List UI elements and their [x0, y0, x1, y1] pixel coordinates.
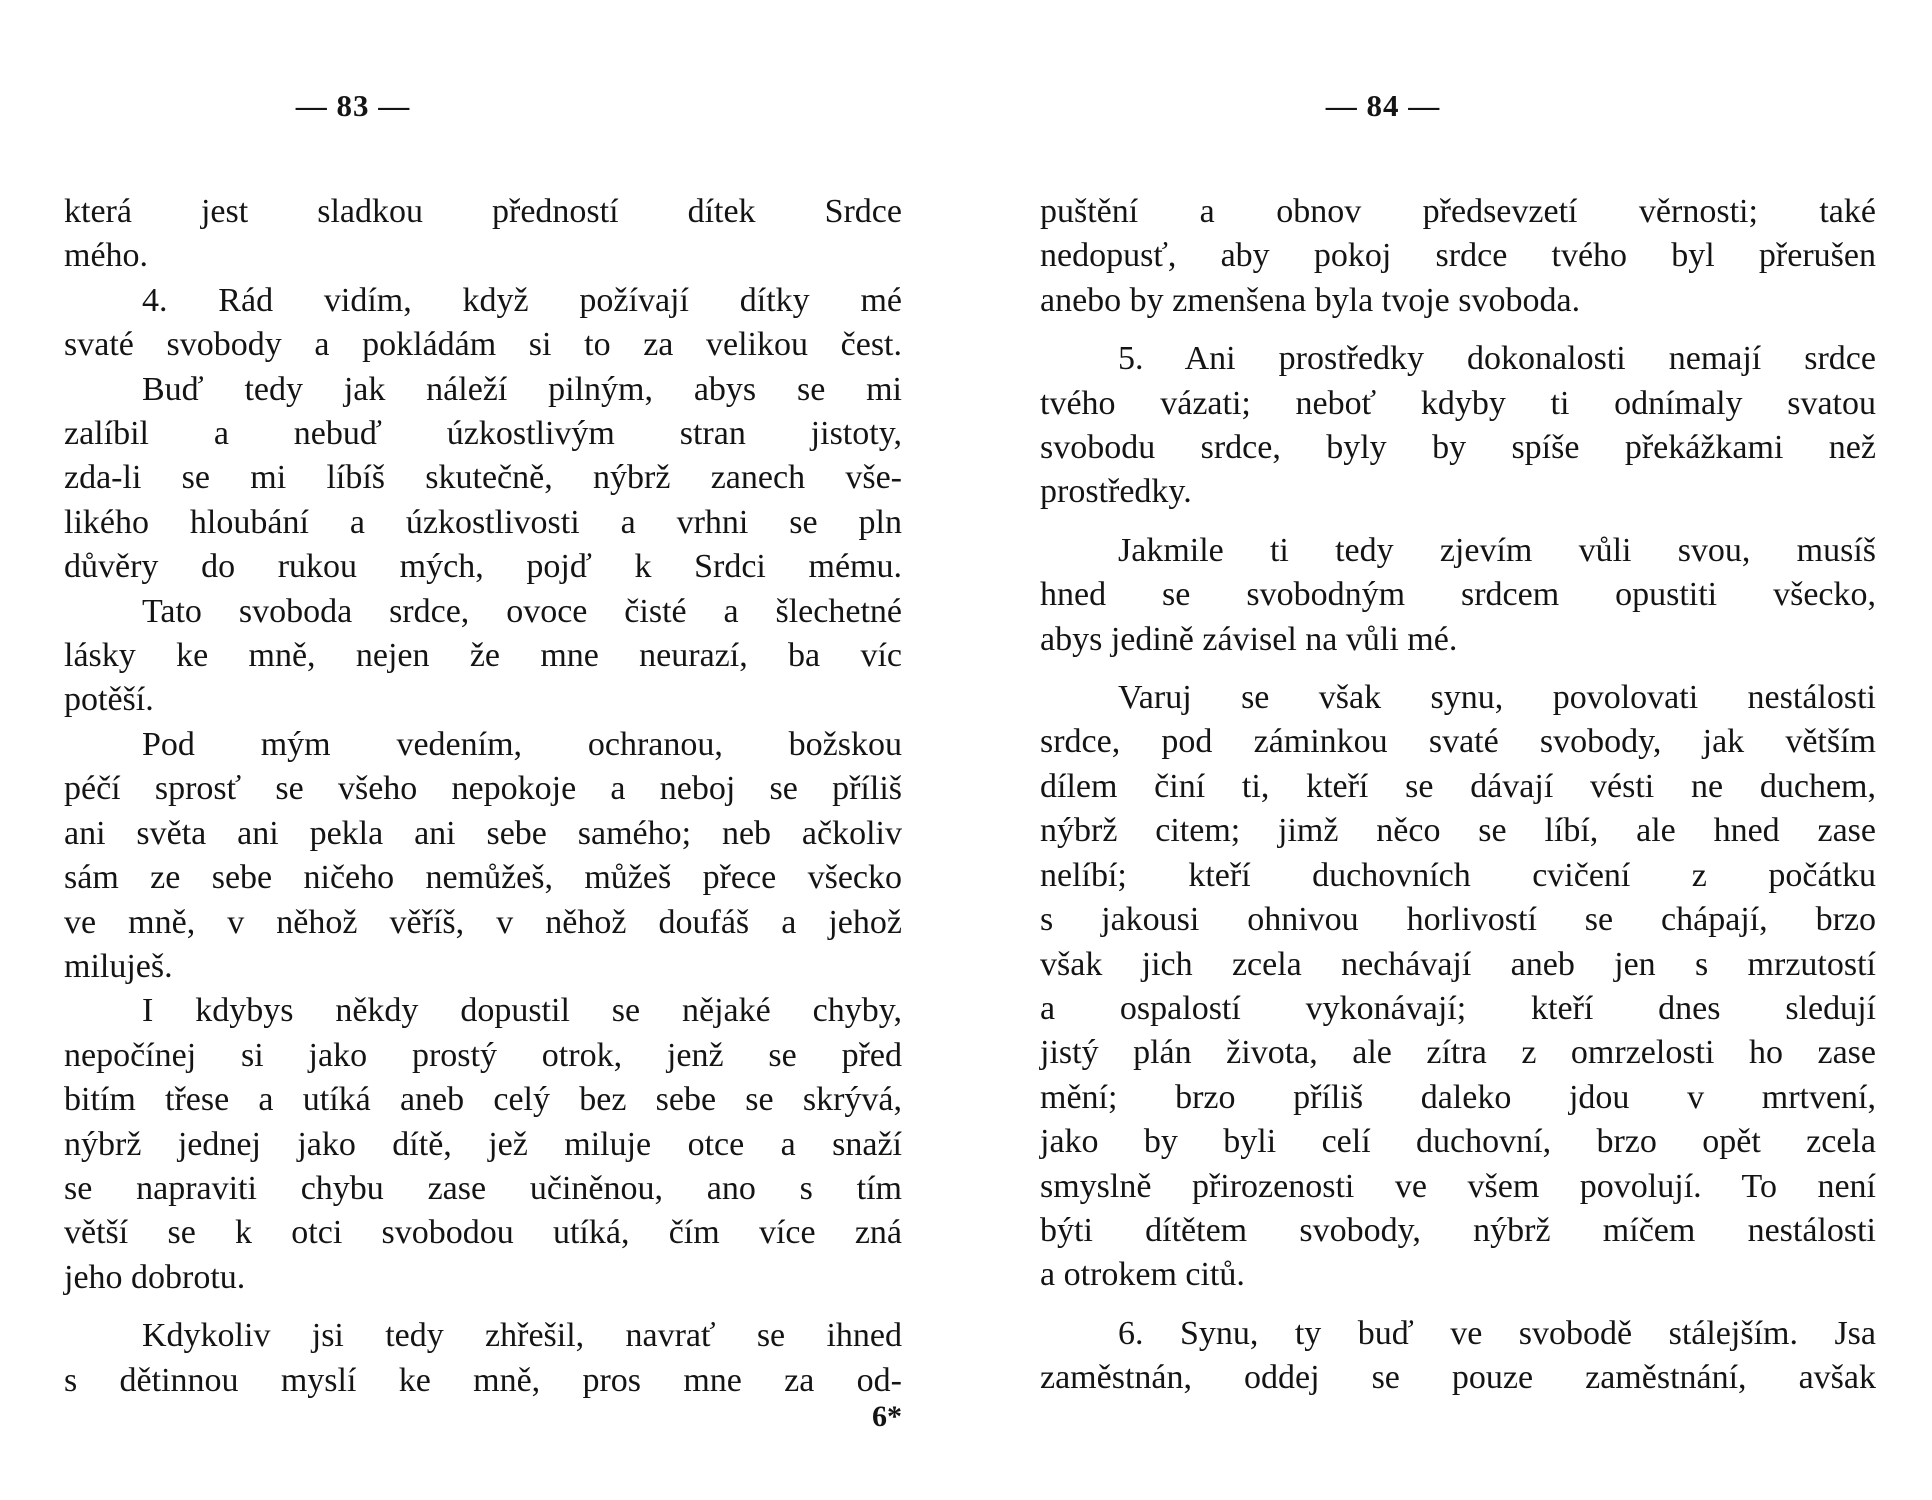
- text-line: a ospalostí vykonávají; kteří dnes sledují: [1040, 989, 1876, 1027]
- text-line: hned se svobodným srdcem opustiti všecko,: [1040, 576, 1876, 614]
- text-line: Buď tedy jak náleží pilným, abys se mi: [142, 370, 902, 408]
- text-line: miluješ.: [64, 947, 173, 985]
- text-line: Kdykoliv jsi tedy zhřešil, navrať se ihned: [142, 1317, 902, 1355]
- text-line: nýbrž citem; jimž něco se líbí, ale hned zase: [1040, 812, 1876, 850]
- text-line: ani světa ani pekla ani sebe samého; neb ačkoliv: [64, 814, 902, 852]
- text-line: jeho dobrotu.: [64, 1258, 246, 1296]
- text-line: zalíbil a nebuď úzkostlivým stran jistoty,: [64, 415, 902, 453]
- text-line: puštění a obnov předsevzetí věrnosti; také: [1040, 193, 1876, 230]
- text-line: s jakousi ohnivou horlivostí se chápají, brzo: [1040, 901, 1876, 939]
- text-line: tvého vázati; neboť kdyby ti odnímaly svatou: [1040, 384, 1876, 422]
- page-number: — 83 —: [295, 88, 411, 123]
- text-line: likého hloubání a úzkostlivosti a vrhni se pln: [64, 503, 902, 541]
- text-line: zaměstnán, oddej se pouze zaměstnání, avšak: [1040, 1359, 1876, 1397]
- text-line: se napraviti chybu zase učiněnou, ano s tím: [64, 1169, 902, 1207]
- text-line: jistý plán života, ale zítra z omrzelosti ho zase: [1040, 1034, 1876, 1072]
- text-line: 5. Ani prostředky dokonalosti nemají srdce: [1118, 340, 1876, 378]
- text-line: větší se k otci svobodou utíká, čím více zná: [64, 1214, 902, 1252]
- text-line: prostředky.: [1040, 473, 1192, 511]
- text-line: Pod mým vedením, ochranou, božskou: [142, 725, 902, 763]
- text-line: sám ze sebe ničeho nemůžeš, můžeš přece všecko: [64, 859, 902, 897]
- text-line: však jich zcela nechávají aneb jen s mrzutostí: [1040, 945, 1876, 983]
- text-line: bitím třese a utíká aneb celý bez sebe se skrývá,: [64, 1081, 902, 1119]
- text-line: smyslně přirozenosti ve všem povolují. To není: [1040, 1167, 1876, 1205]
- text-line: I kdybys někdy dopustil se nějaké chyby,: [142, 992, 902, 1030]
- text-line: nýbrž jednej jako dítě, jež miluje otce a snaží: [64, 1125, 902, 1163]
- page-text: [1040, 190, 1876, 1401]
- text-line: s dětinnou myslí ke mně, pros mne za od-: [64, 1361, 902, 1399]
- text-line: Tato svoboda srdce, ovoce čisté a šlechetné: [142, 592, 902, 630]
- text-line: potěší.: [64, 681, 154, 719]
- right-page: [1040, 0, 1876, 1500]
- text-line: ve mně, v něhož věříš, v něhož doufáš a jehož: [64, 903, 902, 941]
- text-line: dílem činí ti, kteří se dávají vésti ne duchem,: [1040, 767, 1876, 805]
- text-line: péčí sprosť se všeho nepokoje a neboj se příliš: [64, 770, 902, 808]
- text-line: 4. Rád vidím, když požívají dítky mé: [142, 281, 902, 319]
- page-text: [64, 190, 902, 1403]
- text-line: svaté svobody a pokládám si to za velikou čest.: [64, 326, 902, 364]
- text-line: nepočínej si jako prostý otrok, jenž se před: [64, 1036, 902, 1074]
- text-line: srdce, pod záminkou svaté svobody, jak větším: [1040, 723, 1876, 761]
- left-page: [64, 0, 902, 1500]
- text-line: která jest sladkou předností dítek Srdce: [64, 193, 902, 230]
- text-line: jako by byli celí duchovní, brzo opět zcela: [1040, 1123, 1876, 1161]
- text-line: mého.: [64, 237, 149, 275]
- text-line: Varuj se však synu, povolovati nestálosti: [1118, 679, 1876, 717]
- text-line: mění; brzo příliš daleko jdou v mrtvení,: [1040, 1078, 1876, 1116]
- text-line: abys jedině závisel na vůli mé.: [1040, 620, 1458, 658]
- text-line: důvěry do rukou mých, pojď k Srdci mému.: [64, 548, 902, 586]
- text-line: a otrokem citů.: [1040, 1256, 1245, 1294]
- text-line: zda-li se mi líbíš skutečně, nýbrž zanech vše-: [64, 459, 902, 497]
- text-line: nelíbí; kteří duchovních cvičení z počátku: [1040, 856, 1876, 894]
- text-line: 6. Synu, ty buď ve svobodě stálejším. Jsa: [1118, 1314, 1876, 1352]
- text-line: nedopusť, aby pokoj srdce tvého byl přerušen: [1040, 237, 1876, 275]
- text-line: lásky ke mně, nejen že mne neurazí, ba víc: [64, 637, 902, 675]
- text-line: svobodu srdce, byly by spíše překážkami než: [1040, 429, 1876, 467]
- text-line: býti dítětem svobody, nýbrž míčem nestálosti: [1040, 1211, 1876, 1249]
- text-line: Jakmile ti tedy zjevím vůli svou, musíš: [1118, 531, 1876, 569]
- signature-mark: 6*: [872, 1400, 902, 1433]
- page-number: — 84 —: [1325, 88, 1441, 123]
- text-line: anebo by zmenšena byla tvoje svoboda.: [1040, 281, 1581, 319]
